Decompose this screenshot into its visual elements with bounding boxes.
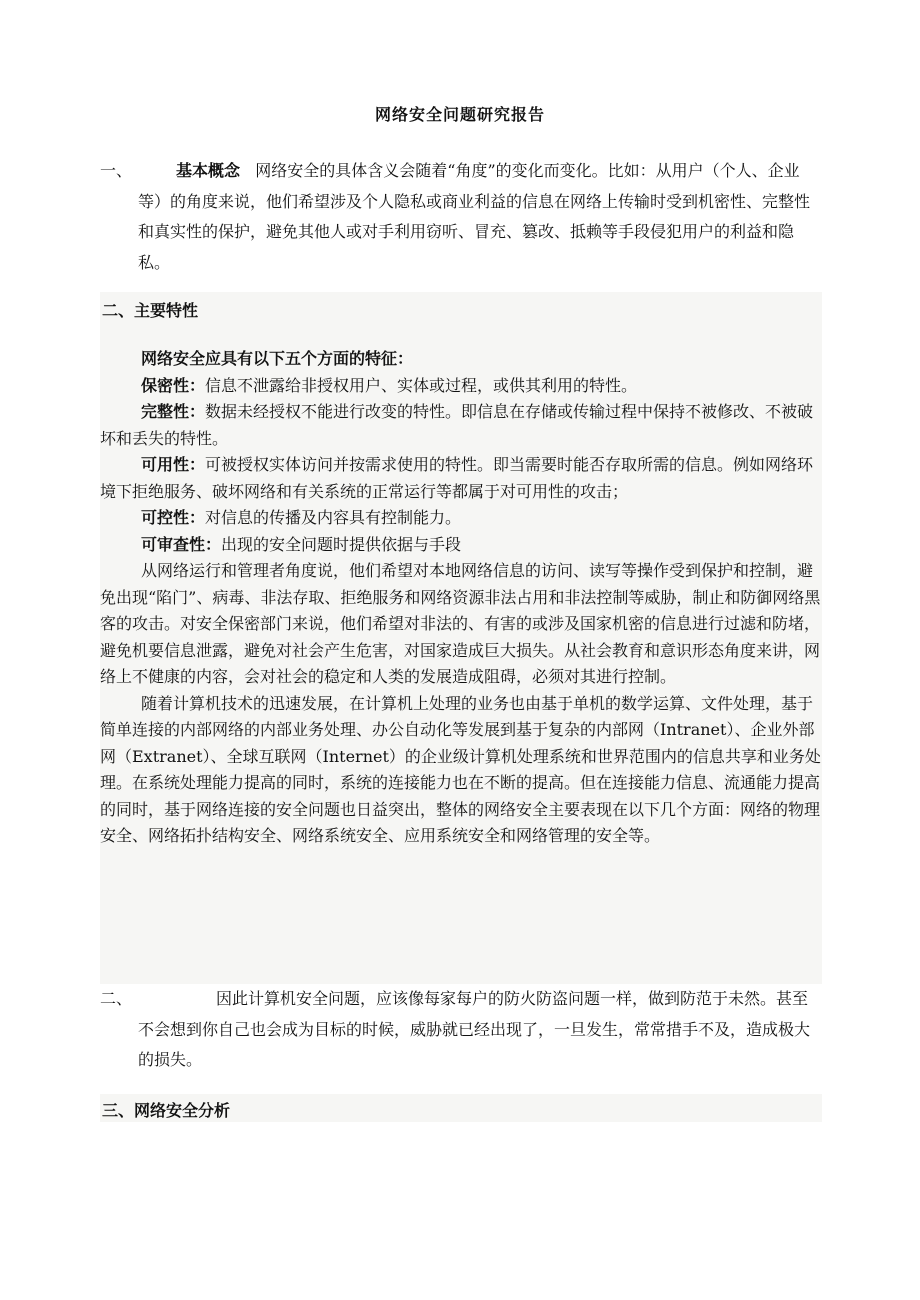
feature-label: 可审查性： (141, 534, 222, 554)
feature-label: 可控性： (141, 508, 206, 527)
paragraph-management: 从网络运行和管理者角度说，他们希望对本地网络信息的访问、读写等操作受到保护和控制，避免出现“陷门”、病毒、非法存取、拒绝服务和网络资源非法占用和非法控制等威胁，制止和防御网络黑客的攻击。对安全保密部门来说，他们希望对非法的、有害的或涉及国家机密的信息进行过滤和防堵，避免机要信息泄露，避免对社会产生危害，对国家造成巨大损失。从社会教育和意识形态角度来讲，网络上不健康的内容，会对社会的稳定和人类的发展造成阻碍，必须对其进行控制。 (100, 561, 821, 686)
section-2-heading: 二、主要特性 (102, 301, 199, 320)
section-2-body (100, 346, 822, 850)
feature-item (100, 399, 822, 452)
feature-text: 出现的安全问题时提供依据与手段 (221, 534, 462, 554)
feature-text: 可被授权实体访问并按需求使用的特性。即当需要时能否存取所需的信息。例如网络环境下拒绝服务、破坏网络和有关系统的正常运行等都属于对可用性的攻击； (100, 455, 814, 501)
section-2b-number: 二、 (100, 989, 133, 1008)
features-intro: 网络安全应具有以下五个方面的特征： (141, 349, 414, 368)
feature-label: 保密性： (141, 375, 206, 395)
feature-item (100, 373, 822, 400)
feature-text: 数据未经授权不能进行改变的特性。即信息在存储或传输过程中保持不被修改、不被破坏和丢失的特性。 (100, 402, 814, 448)
feature-label: 可用性： (141, 455, 206, 474)
paragraph-development: 随着计算机技术的迅速发展，在计算机上处理的业务也由基于单机的数学运算、文件处理，基于简单连接的内部网络的内部业务处理、办公自动化等发展到基于复杂的内部网（Intranet）、企业外部网（Extranet）、全球互联网（Internet）的企业级计算机处理系统和世界范围内的信息共享和业务处理。在系统处理能力提高的同时，系统的连接能力也在不断的提高。但在连接能力信息、流通能力提高的同时，基于网络连接的安全问题也日益突出，整体的网络安全主要表现在以下几个方面：网络的物理安全、网络拓扑结构安全、网络系统安全、应用系统安全和网络管理的安全等。 (100, 693, 821, 845)
feature-item (100, 452, 822, 505)
page-title: 网络安全问题研究报告 (374, 105, 545, 124)
feature-text: 信息不泄露给非授权用户、实体或过程，或供其利用的特性。 (205, 375, 638, 395)
section-1 (100, 156, 822, 278)
section-1-number: 一、 (100, 161, 133, 180)
feature-text: 对信息的传播及内容具有控制能力。 (205, 508, 462, 527)
feature-item (100, 505, 822, 532)
section-1-body (100, 156, 822, 278)
feature-label: 完整性： (141, 402, 206, 421)
section-1-text: 网络安全的具体含义会随着“角度”的变化而变化。比如：从用户（个人、企业等）的角度来说，他们希望涉及个人隐私或商业利益的信息在网络上传输时受到机密性、完整性和真实性的保护，避免其他人或对手利用窃听、冒充、篡改、抵赖等手段侵犯用户的利益和隐私。 (138, 161, 811, 272)
feature-item (100, 532, 822, 559)
section-2b-text: 因此计算机安全问题，应该像每家每户的防火防盗问题一样，做到防范于未然。甚至不会想到你自己也会成为目标的时候，威胁就已经出现了，一旦发生，常常措手不及，造成极大的损失。 (138, 989, 811, 1069)
section-3-heading: 三、网络安全分析 (102, 1101, 231, 1120)
section-1-heading: 基本概念 (176, 161, 241, 180)
section-2b (100, 984, 822, 1076)
